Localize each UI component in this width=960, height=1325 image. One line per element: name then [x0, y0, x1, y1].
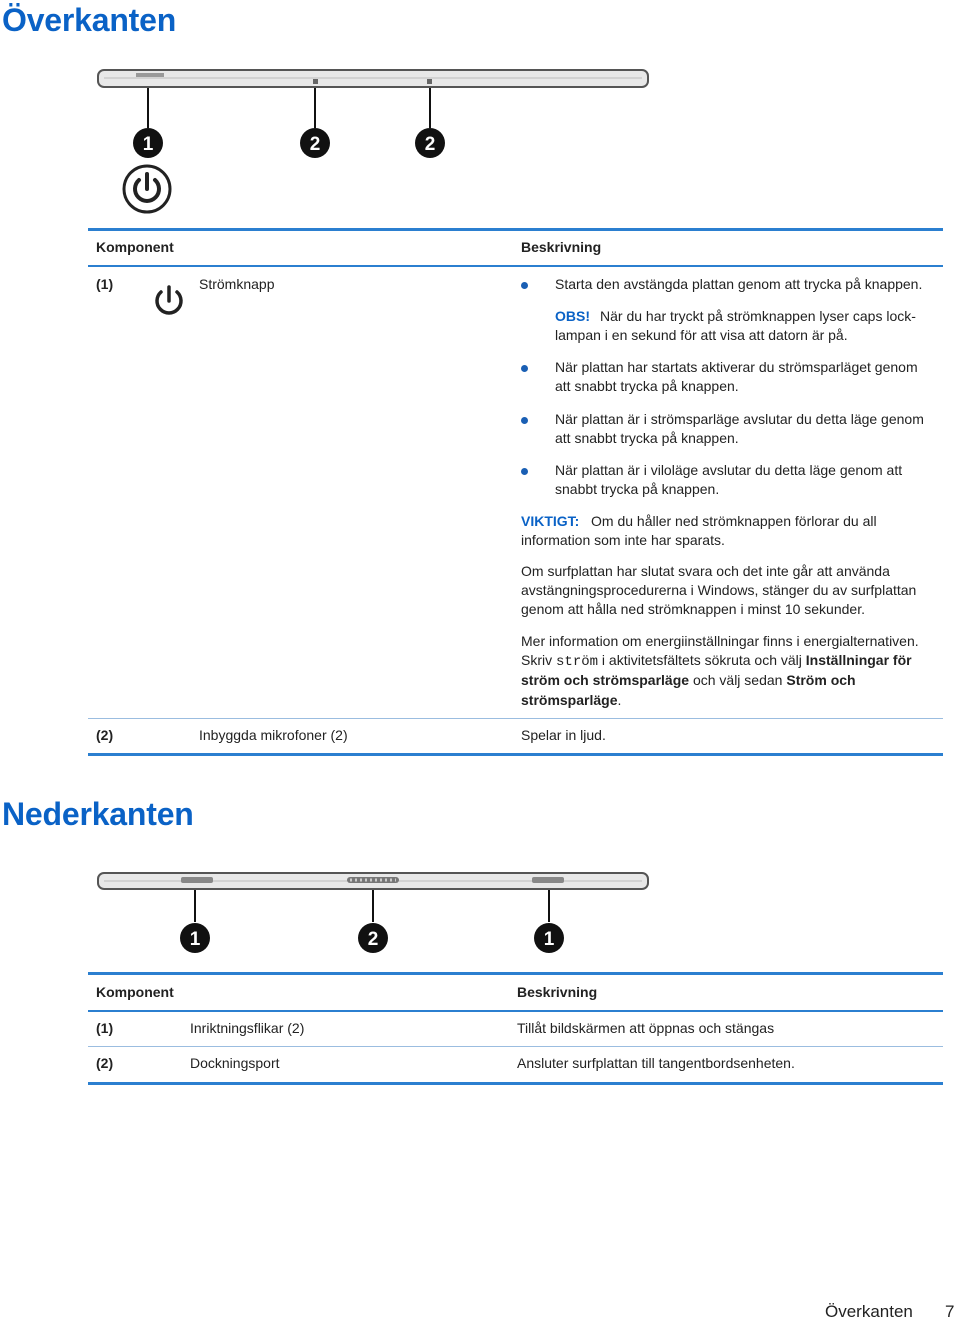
table1-row-rule: [88, 718, 943, 719]
svg-text:2: 2: [367, 929, 379, 950]
important-line-1: Om du håller ned strömknappen förlorar du all: [591, 513, 877, 529]
para2-line-1: Mer information om energiinställningar finns i energialternativen.: [521, 633, 919, 649]
t2-row1-description: Tillåt bildskärmen att öppnas och stängas: [517, 1020, 775, 1036]
callout-2-bottom: [358, 923, 388, 953]
para2-end: .: [617, 692, 622, 708]
callout-2-top-b: [415, 128, 445, 158]
row1-bullet-3b: att snabbt trycka på knappen.: [555, 430, 739, 446]
row1-bullet-1: Starta den avstängda plattan genom att trycka på knappen.: [555, 276, 923, 292]
table2-header-component: Komponent: [96, 984, 174, 1000]
t2-row1-number: (1): [96, 1020, 114, 1036]
callout-1-bottom-a: [180, 923, 210, 953]
table1-header-description: Beskrivning: [521, 239, 602, 255]
top-edge-illustration: [0, 0, 960, 230]
para2-mid: i aktivitetsfältets sökruta och välj: [601, 652, 802, 668]
important-label: VIKTIGT:: [521, 513, 580, 529]
table1-header-component: Komponent: [96, 239, 174, 255]
t2-row2-name: Dockningsport: [190, 1055, 280, 1071]
row1-bullet-2a: När plattan har startats aktiverar du strömsparläget genom: [555, 359, 918, 375]
para2-line-3: [521, 671, 856, 690]
t2-row2-number: (2): [96, 1055, 114, 1071]
t2-row1-name: Inriktningsflikar (2): [190, 1020, 305, 1036]
section-title-bottom: Nederkanten: [2, 796, 194, 832]
table2-header-rule: [88, 1010, 943, 1012]
row1-bullet-4b: snabbt trycka på knappen.: [555, 481, 720, 497]
para2-bold-2: ström och strömsparläge: [521, 672, 690, 688]
para1-line-3: genom att hålla ned strömknappen i minst 10 sekunder.: [521, 601, 865, 617]
row1-number: (1): [96, 276, 114, 292]
row2-description: Spelar in ljud.: [521, 727, 606, 743]
power-icon: [124, 166, 170, 212]
table2-header-description: Beskrivning: [517, 984, 598, 1000]
bullet: [521, 282, 528, 289]
section-title-top: Överkanten: [2, 2, 177, 38]
power-icon-small: [152, 284, 186, 318]
callout-2-top-a: [300, 128, 330, 158]
table2-row-rule: [88, 1046, 943, 1047]
footer-section-name: Överkanten: [825, 1302, 913, 1321]
row1-bullet-4a: När plattan är i viloläge avslutar du detta läge genom att: [555, 462, 903, 478]
para2-line-4: [521, 691, 621, 710]
para2-and: och välj sedan: [692, 672, 783, 688]
obs-line-2: lampan i en sekund för att visa att datorn är på.: [555, 327, 848, 343]
table1-top-rule: [88, 228, 943, 231]
para2-bold-1: Inställningar för: [805, 652, 912, 668]
t2-row2-description: Ansluter surfplattan till tangentbordsenheten.: [517, 1055, 795, 1071]
important-line-2: information som inte har sparats.: [521, 532, 725, 548]
table1-bottom-rule: [88, 753, 943, 756]
bullet: [521, 468, 528, 475]
obs-label: OBS!: [555, 308, 590, 324]
obs-line-1: När du har tryckt på strömknappen lyser caps lock-: [600, 308, 916, 324]
row2-number: (2): [96, 727, 114, 743]
table1-header-rule: [88, 265, 943, 267]
para2-bold-4: strömsparläge: [521, 692, 618, 708]
row1-bullet-2b: att snabbt trycka på knappen.: [555, 378, 739, 394]
bullet: [521, 365, 528, 372]
bullet: [521, 417, 528, 424]
para2-skriv: Skriv: [521, 652, 553, 668]
para2-line-2: [521, 651, 912, 672]
svg-text:1: 1: [189, 929, 201, 950]
svg-text:2: 2: [424, 134, 436, 155]
svg-text:1: 1: [142, 134, 154, 155]
row2-name: Inbyggda mikrofoner (2): [199, 727, 348, 743]
row1-bullet-3a: När plattan är i strömsparläge avslutar du detta läge genom: [555, 411, 924, 427]
table2-top-rule: [88, 972, 943, 975]
para1-line-1: Om surfplattan har slutat svara och det inte går att använda: [521, 563, 890, 579]
para1-line-2: avstängningsprocedurerna i Windows, stänger du av surfplattan: [521, 582, 917, 598]
row1-name: Strömknapp: [199, 276, 275, 292]
svg-text:2: 2: [309, 134, 321, 155]
page-number: 7: [945, 1302, 955, 1321]
callout-1-top: [133, 128, 163, 158]
para2-code: ström: [556, 654, 599, 670]
table2-bottom-rule: [88, 1082, 943, 1085]
svg-text:1: 1: [543, 929, 555, 950]
para2-bold-3: Ström och: [786, 672, 856, 688]
bottom-edge-illustration: [0, 860, 960, 960]
callout-1-bottom-b: [534, 923, 564, 953]
